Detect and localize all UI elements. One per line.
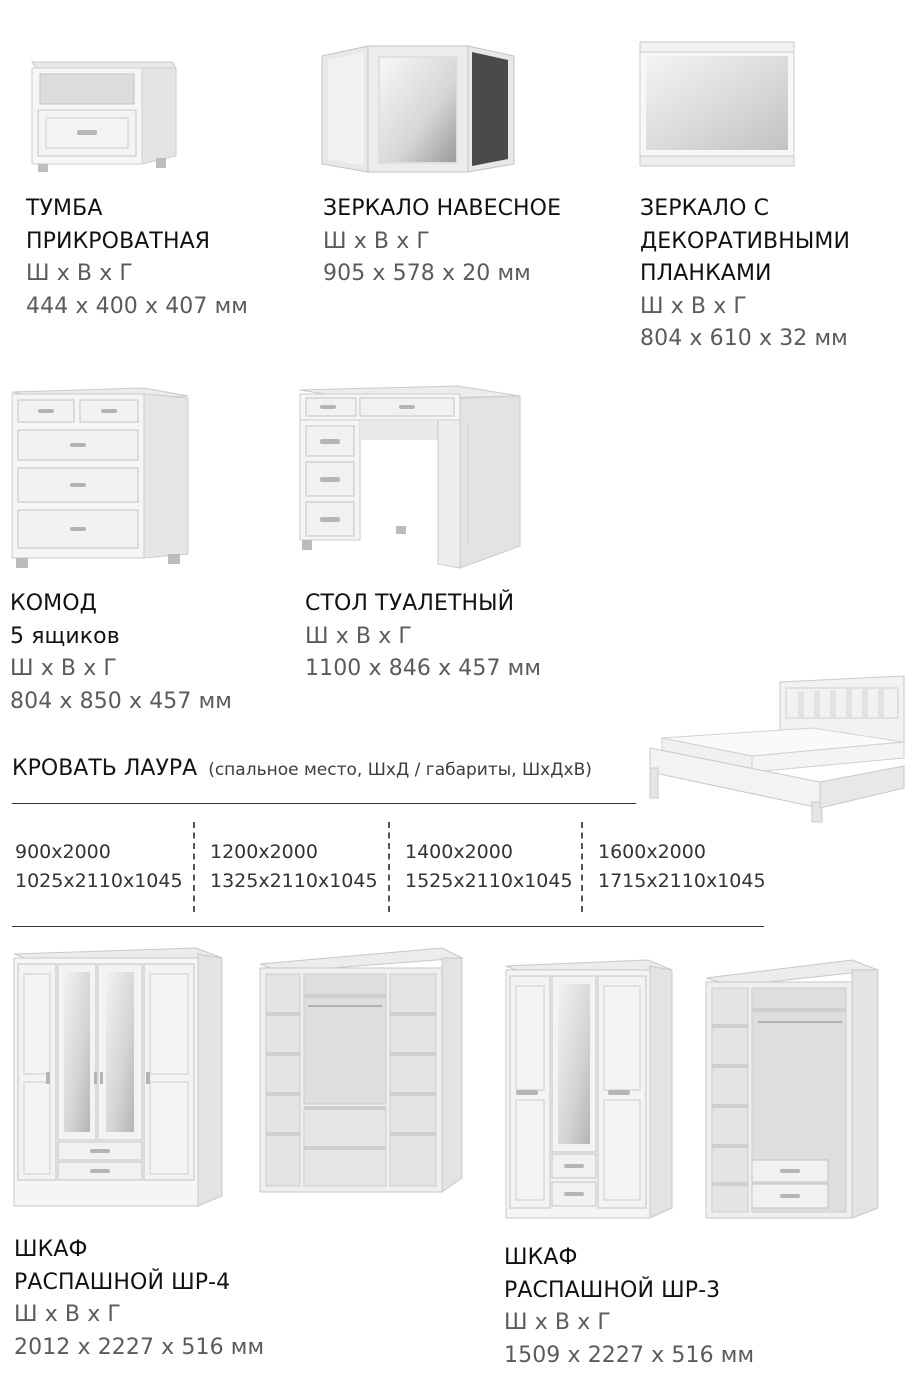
- dims-label: Ш х В х Г: [305, 623, 412, 649]
- product-name: ПЛАНКАМИ: [640, 261, 772, 286]
- bed-note: (спальное место, ШхД / габариты, ШхДхВ): [208, 760, 592, 780]
- product-mirror-deco: [640, 193, 850, 356]
- product-wardrobe-4: [14, 1234, 264, 1364]
- wardrobe-4-closed-image: [10, 944, 224, 1214]
- bed-size-cell: [405, 838, 573, 896]
- dims-value: 905 х 578 х 20 мм: [323, 261, 531, 286]
- product-komod: [10, 588, 232, 718]
- dims-value: 2012 х 2227 х 516 мм: [14, 1334, 265, 1360]
- chest-of-drawers-image: [8, 386, 192, 572]
- product-name: ПРИКРОВАТНАЯ: [26, 228, 211, 254]
- sleep-size: 1200х2000: [210, 841, 318, 863]
- overall-size: 1715х2110х1045: [598, 870, 766, 892]
- product-mirror-wall: [323, 193, 561, 291]
- sleep-size: 900х2000: [15, 841, 111, 863]
- dims-label: Ш х В х Г: [504, 1310, 611, 1335]
- bed-size-cell: [15, 838, 183, 896]
- divider: [388, 822, 390, 912]
- divider: [12, 803, 636, 804]
- dims-label: Ш х В х Г: [323, 228, 430, 254]
- bed-title: КРОВАТЬ ЛАУРА: [12, 756, 198, 781]
- product-tumba: [26, 193, 248, 323]
- dims-value: 804 х 850 х 457 мм: [10, 688, 232, 714]
- divider: [12, 926, 764, 927]
- dims-label: Ш х В х Г: [640, 293, 747, 319]
- dressing-table-image: [298, 384, 524, 574]
- product-name: СТОЛ ТУАЛЕТНЫЙ: [305, 591, 515, 616]
- sleep-size: 1400х2000: [405, 841, 513, 863]
- divider: [193, 822, 195, 912]
- bed-image: [646, 672, 908, 824]
- dims-value: 1509 х 2227 х 516 мм: [504, 1342, 755, 1368]
- product-name: ЗЕРКАЛО С: [640, 196, 770, 221]
- mirror-deco-image: [638, 40, 796, 168]
- overall-size: 1525х2110х1045: [405, 870, 573, 892]
- wardrobe-3-open-image: [702, 956, 882, 1226]
- product-name: ДЕКОРАТИВНЫМИ: [640, 228, 851, 254]
- overall-size: 1325х2110х1045: [210, 870, 378, 892]
- dims-value: 804 х 610 х 32 мм: [640, 326, 848, 351]
- wardrobe-4-open-image: [256, 944, 466, 1198]
- product-name: ТУМБА: [26, 196, 103, 221]
- divider: [581, 822, 583, 912]
- product-name: КОМОД: [10, 591, 97, 616]
- bed-size-cell: [210, 838, 378, 896]
- dims-label: Ш х В х Г: [14, 1302, 121, 1327]
- dims-value: 1100 х 846 х 457 мм: [305, 656, 542, 681]
- dims-label: Ш х В х Г: [26, 261, 133, 286]
- wardrobe-3-closed-image: [502, 956, 674, 1226]
- mirror-wall-image: [318, 42, 518, 176]
- product-name: ЗЕРКАЛО НАВЕСНОЕ: [323, 196, 562, 221]
- bed-title-row: [12, 756, 592, 781]
- nightstand-image: [24, 58, 180, 176]
- product-name: РАСПАШНОЙ ШР-3: [504, 1277, 721, 1303]
- product-table: [305, 588, 541, 686]
- dims-value: 444 х 400 х 407 мм: [26, 293, 248, 319]
- product-name: ШКАФ: [504, 1245, 578, 1270]
- product-name: ШКАФ: [14, 1237, 88, 1262]
- product-name: 5 ящиков: [10, 623, 120, 649]
- dims-label: Ш х В х Г: [10, 656, 117, 681]
- product-name: РАСПАШНОЙ ШР-4: [14, 1269, 231, 1295]
- overall-size: 1025х2110х1045: [15, 870, 183, 892]
- product-wardrobe-3: [504, 1242, 754, 1372]
- sleep-size: 1600х2000: [598, 841, 706, 863]
- bed-size-cell: [598, 838, 766, 896]
